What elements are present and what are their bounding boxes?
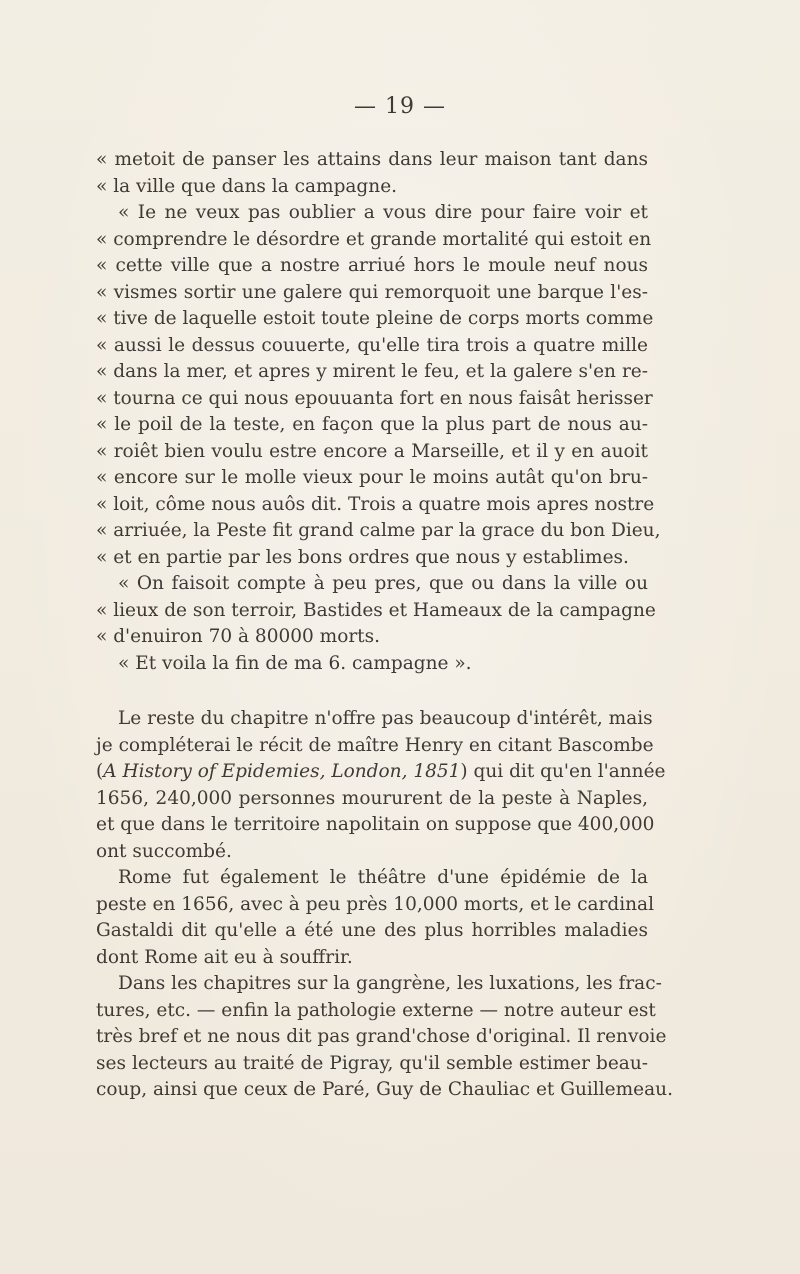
text-line: « aussi le dessus couuerte, qu'elle tira trois a quatre mille: [96, 334, 648, 356]
page-number: — 19 —: [354, 94, 446, 119]
text-line: peste en 1656, avec à peu près 10,000 morts, et le cardinal: [96, 893, 654, 915]
text-line: ses lecteurs au traité de Pigray, qu'il semble estimer beau-: [96, 1052, 648, 1074]
text-line: 1656, 240,000 personnes moururent de la peste à Naples,: [96, 787, 648, 809]
text-line: « et en partie par les bons ordres que nous y establimes.: [96, 546, 629, 568]
text-line: et que dans le territoire napolitain on suppose que 400,000: [96, 814, 655, 835]
text-line: « metoit de panser les attains dans leur maison tant dans: [96, 149, 648, 170]
text-line: « comprendre le désordre et grande mortalité qui estoit en: [96, 228, 652, 250]
body-text: [96, 706, 673, 1104]
text-line: « cette ville que a nostre arriué hors le moule neuf nous: [96, 255, 648, 276]
text-line-with-citation: [96, 759, 666, 786]
text-line: « tourna ce qui nous epouuanta fort en nous faisât herisser: [96, 387, 653, 409]
text-line: dont Rome ait eu à souffrir.: [96, 946, 353, 968]
text-line: Rome fut également le théâtre d'une épidémie de la: [118, 867, 648, 888]
text-line: ont succombé.: [96, 840, 232, 862]
text-line: « Ie ne veux pas oublier a vous dire pour faire voir et: [118, 202, 648, 223]
citation-open-paren: (: [96, 761, 104, 782]
text-line: Dans les chapitres sur la gangrène, les luxations, les frac-: [118, 973, 662, 994]
text-line: « arriuée, la Peste fit grand calme par la grace du bon Dieu,: [96, 520, 661, 541]
text-line: « loit, côme nous auôs dit. Trois a quatre mois apres nostre: [96, 493, 655, 515]
citation-close-paren: ): [460, 761, 468, 782]
text-line: très bref et ne nous dit pas grand'chose d'original. Il renvoie: [96, 1026, 667, 1047]
text-line: tures, etc. — enfin la pathologie externe — notre auteur est: [96, 999, 656, 1021]
quoted-passage: [96, 147, 661, 677]
text-line: « d'enuiron 70 à 80000 morts.: [96, 626, 380, 647]
text-line: « dans la mer, et apres y mirent le feu, et la galere s'en re-: [96, 361, 648, 382]
text-line: « lieux de son terroir, Bastides et Hameaux de la campagne: [96, 599, 656, 621]
text-line: « encore sur le molle vieux pour le moins autât qu'on bru-: [96, 467, 648, 488]
text-line: Gastaldi dit qu'elle a été une des plus horribles maladies: [96, 920, 648, 941]
text-line: je compléterai le récit de maître Henry en citant Bascombe: [96, 734, 654, 756]
text-line: « le poil de la teste, en façon que la plus part de nous au-: [96, 414, 648, 435]
text-line: « vismes sortir une galere qui remorquoit une barque l'es-: [96, 281, 648, 303]
text-line: « tive de laquelle estoit toute pleine de corps morts comme: [96, 308, 654, 329]
cited-book-title: A History of Epidemies, London, 1851: [103, 761, 461, 782]
text-line: « Et voila la fin de ma 6. campagne ».: [118, 652, 472, 674]
text-line: coup, ainsi que ceux de Paré, Guy de Chauliac et Guillemeau.: [96, 1079, 673, 1100]
text-fragment: qui dit qu'en l'année: [467, 761, 666, 782]
text-line: « On faisoit compte à peu pres, que ou dans la ville ou: [118, 573, 648, 594]
text-line: Le reste du chapitre n'offre pas beaucoup d'intérêt, mais: [118, 708, 653, 729]
text-line: « la ville que dans la campagne.: [96, 175, 398, 197]
text-line: « roiêt bien voulu estre encore a Marseille, et il y en auoit: [96, 440, 648, 462]
